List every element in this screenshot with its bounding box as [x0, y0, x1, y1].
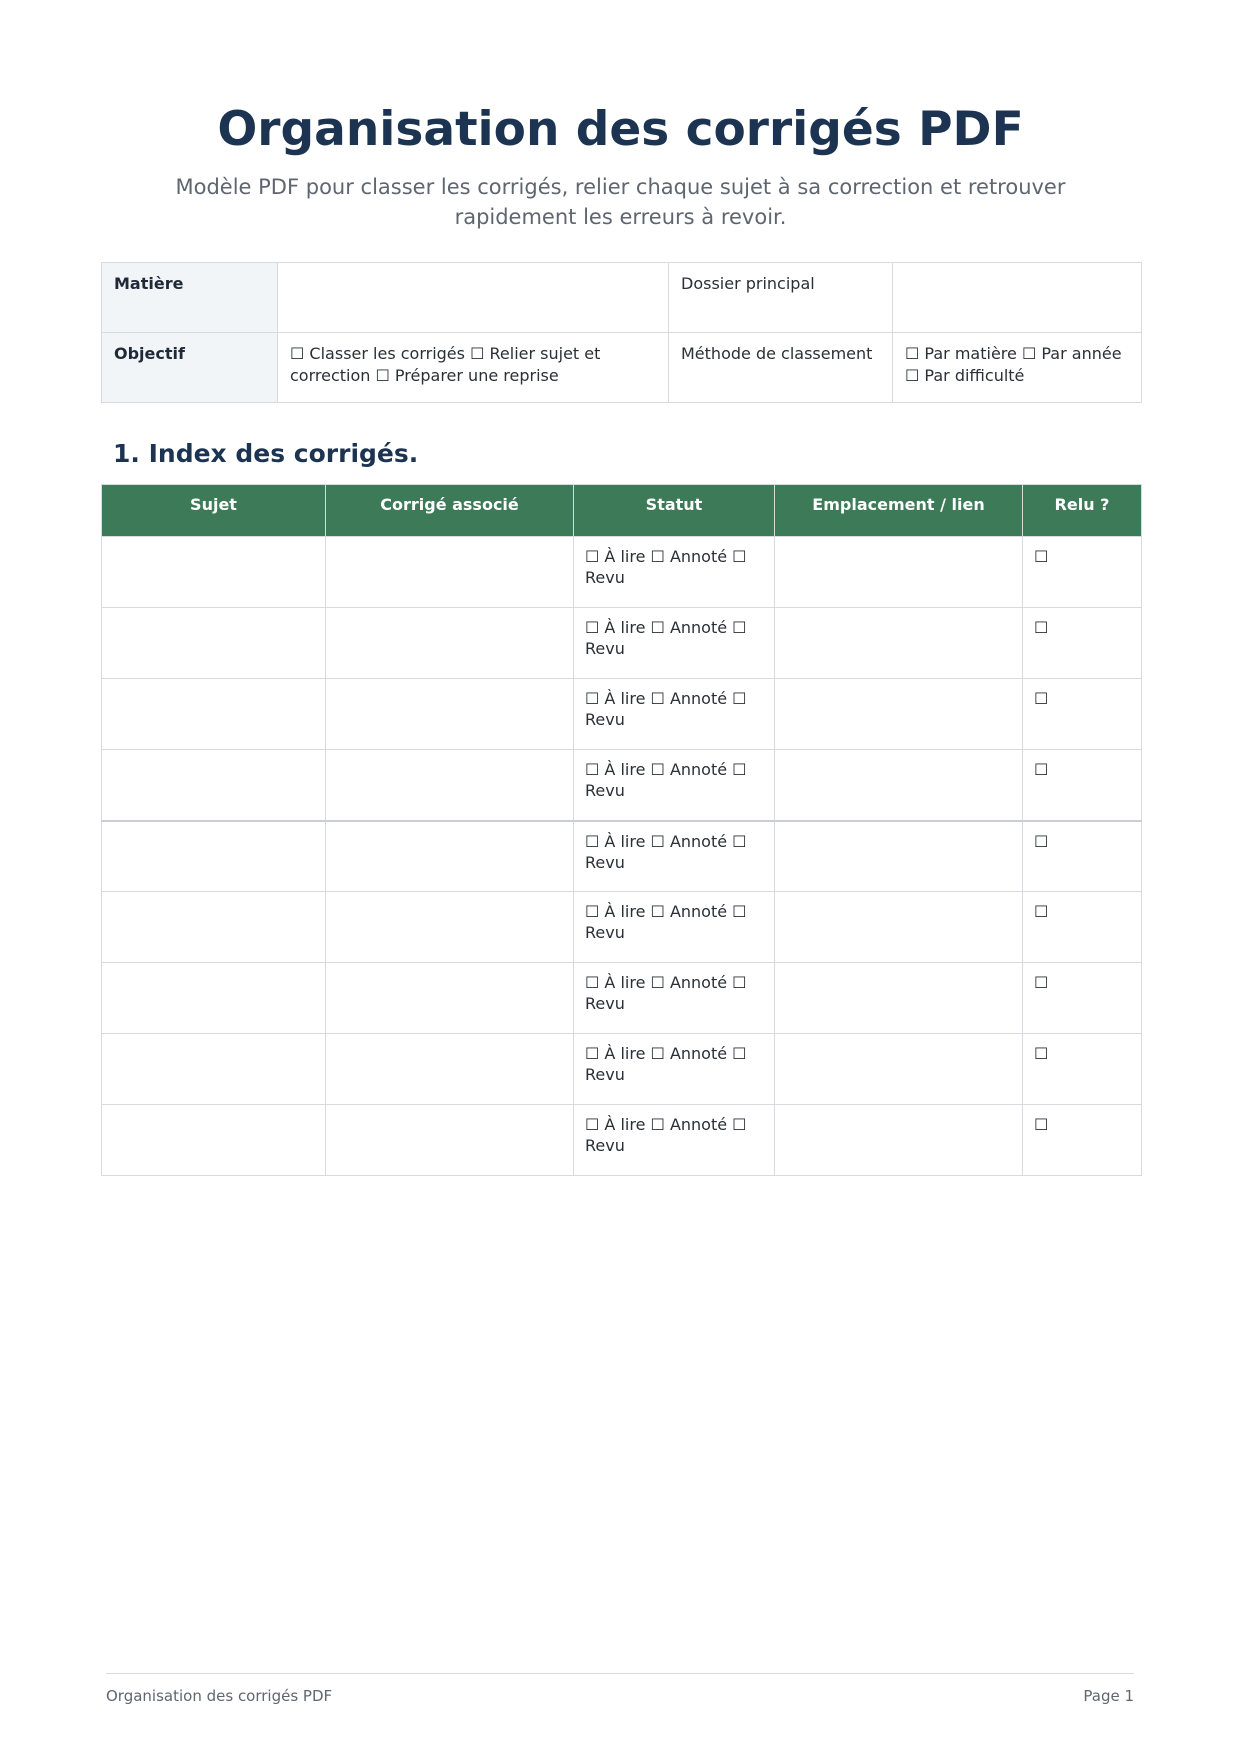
statut-cell[interactable]: ☐ À lire ☐ Annoté ☐ Revu [574, 679, 775, 750]
statut-cell[interactable]: ☐ À lire ☐ Annoté ☐ Revu [574, 963, 775, 1034]
statut-cell[interactable]: ☐ À lire ☐ Annoté ☐ Revu [574, 608, 775, 679]
sujet-cell[interactable] [102, 892, 326, 963]
relu-checkbox[interactable]: ☐ [1023, 750, 1142, 821]
relu-checkbox[interactable]: ☐ [1023, 892, 1142, 963]
table-row [102, 679, 1142, 750]
relu-checkbox[interactable]: ☐ [1023, 679, 1142, 750]
statut-cell[interactable]: ☐ À lire ☐ Annoté ☐ Revu [574, 750, 775, 821]
footer-divider [106, 1673, 1134, 1674]
table-row [102, 821, 1142, 892]
sujet-cell[interactable] [102, 963, 326, 1034]
objectif-options[interactable]: ☐ Classer les corrigés ☐ Relier sujet et correction ☐ Préparer une reprise [278, 333, 669, 403]
index-header-row [102, 485, 1142, 537]
meta-row-matiere [102, 263, 1142, 333]
table-row [102, 608, 1142, 679]
objectif-label: Objectif [102, 333, 278, 403]
statut-cell[interactable]: ☐ À lire ☐ Annoté ☐ Revu [574, 1034, 775, 1105]
footer-document-title: Organisation des corrigés PDF [106, 1687, 333, 1705]
statut-cell[interactable]: ☐ À lire ☐ Annoté ☐ Revu [574, 821, 775, 892]
emplacement-cell[interactable] [775, 750, 1023, 821]
statut-cell[interactable]: ☐ À lire ☐ Annoté ☐ Revu [574, 537, 775, 608]
corrige-cell[interactable] [326, 608, 574, 679]
emplacement-cell[interactable] [775, 537, 1023, 608]
corrige-cell[interactable] [326, 1105, 574, 1176]
column-header-corrige: Corrigé associé [326, 485, 574, 537]
sujet-cell[interactable] [102, 537, 326, 608]
matiere-field[interactable] [278, 263, 669, 333]
table-row [102, 750, 1142, 821]
statut-cell[interactable]: ☐ À lire ☐ Annoté ☐ Revu [574, 1105, 775, 1176]
column-header-emplacement: Emplacement / lien [775, 485, 1023, 537]
sujet-cell[interactable] [102, 1105, 326, 1176]
sujet-cell[interactable] [102, 750, 326, 821]
methode-options[interactable]: ☐ Par matière ☐ Par année ☐ Par difficulté [893, 333, 1142, 403]
section-title-index: 1. Index des corrigés. [113, 439, 419, 468]
table-row [102, 1105, 1142, 1176]
table-row [102, 1034, 1142, 1105]
matiere-label: Matière [102, 263, 278, 333]
table-row [102, 963, 1142, 1034]
corrige-cell[interactable] [326, 679, 574, 750]
corrige-cell[interactable] [326, 821, 574, 892]
table-row [102, 537, 1142, 608]
dossier-field[interactable] [893, 263, 1142, 333]
sujet-cell[interactable] [102, 679, 326, 750]
relu-checkbox[interactable]: ☐ [1023, 537, 1142, 608]
table-row [102, 892, 1142, 963]
corrige-cell[interactable] [326, 750, 574, 821]
column-header-relu: Relu ? [1023, 485, 1142, 537]
relu-checkbox[interactable]: ☐ [1023, 821, 1142, 892]
meta-table [101, 262, 1142, 403]
corrige-cell[interactable] [326, 1034, 574, 1105]
emplacement-cell[interactable] [775, 679, 1023, 750]
relu-checkbox[interactable]: ☐ [1023, 963, 1142, 1034]
relu-checkbox[interactable]: ☐ [1023, 1105, 1142, 1176]
relu-checkbox[interactable]: ☐ [1023, 1034, 1142, 1105]
meta-row-objectif [102, 333, 1142, 403]
sujet-cell[interactable] [102, 821, 326, 892]
emplacement-cell[interactable] [775, 608, 1023, 679]
page-subtitle: Modèle PDF pour classer les corrigés, relier chaque sujet à sa correction et retrouver rapidement les erreurs à revoir. [175, 175, 1066, 229]
page-title: Organisation des corrigés PDF [217, 102, 1024, 157]
emplacement-cell[interactable] [775, 963, 1023, 1034]
sujet-cell[interactable] [102, 1034, 326, 1105]
methode-label: Méthode de classement [669, 333, 893, 403]
index-table [101, 484, 1142, 1176]
relu-checkbox[interactable]: ☐ [1023, 608, 1142, 679]
footer-page-number: Page 1 [1083, 1687, 1134, 1705]
column-header-sujet: Sujet [102, 485, 326, 537]
dossier-label: Dossier principal [669, 263, 893, 333]
corrige-cell[interactable] [326, 963, 574, 1034]
emplacement-cell[interactable] [775, 821, 1023, 892]
corrige-cell[interactable] [326, 892, 574, 963]
column-header-statut: Statut [574, 485, 775, 537]
corrige-cell[interactable] [326, 537, 574, 608]
emplacement-cell[interactable] [775, 892, 1023, 963]
emplacement-cell[interactable] [775, 1034, 1023, 1105]
sujet-cell[interactable] [102, 608, 326, 679]
statut-cell[interactable]: ☐ À lire ☐ Annoté ☐ Revu [574, 892, 775, 963]
emplacement-cell[interactable] [775, 1105, 1023, 1176]
